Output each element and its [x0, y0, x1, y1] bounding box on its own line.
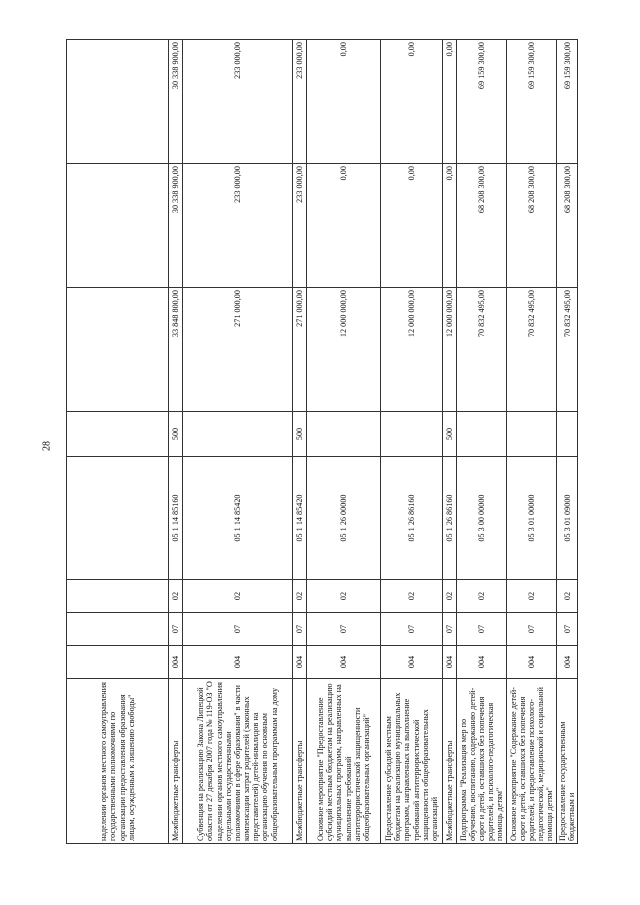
cell-subsection — [67, 580, 169, 613]
cell-amount-3 — [67, 40, 169, 164]
cell-section: 07 — [443, 613, 457, 646]
cell-amount-3: 30 338 900,00 — [169, 40, 183, 164]
cell-name: Межбюджетные трансферты — [169, 679, 183, 844]
cell-expense-type: 500 — [443, 412, 457, 457]
rotated-page-content — [66, 40, 577, 844]
cell-subsection: 02 — [557, 580, 578, 613]
cell-ministry-code: 004 — [293, 646, 307, 679]
table-row — [169, 40, 183, 844]
cell-subsection: 02 — [183, 580, 293, 613]
cell-amount-2: 0,00 — [381, 164, 443, 288]
cell-name: наделении органов местного самоуправления государственными полномочиями по организации предоставления образования лицам, осужденным к лишению свободы" — [67, 679, 169, 844]
cell-amount-3: 0,00 — [443, 40, 457, 164]
cell-ministry-code: 004 — [507, 646, 557, 679]
cell-subsection: 02 — [307, 580, 381, 613]
cell-name: Субвенция на реализацию Закона Липецкой области от 27 декабря 2007 года № 119-ОЗ "О наделении органов местного самоуправления отдельными государственными полномочиями в сфере образования" в части компенсации затрат родителей (законных представителей) детей-инвалидов на организацию обучения по основным общеобразовательным программам на дому — [183, 679, 293, 844]
cell-amount-2: 68 208 300,00 — [557, 164, 578, 288]
cell-amount-3: 69 159 300,00 — [557, 40, 578, 164]
cell-subsection: 02 — [381, 580, 443, 613]
cell-target-article: 05 1 26 86160 — [381, 457, 443, 580]
table-row — [307, 40, 381, 844]
page-number: 28 — [41, 441, 53, 451]
cell-amount-1: 271 000,00 — [183, 288, 293, 412]
table-row — [183, 40, 293, 844]
cell-ministry-code: 004 — [307, 646, 381, 679]
cell-subsection: 02 — [507, 580, 557, 613]
cell-amount-1: 12 000 000,00 — [443, 288, 457, 412]
cell-expense-type — [307, 412, 381, 457]
cell-name: Предоставление государственным бюджетным и — [557, 679, 578, 844]
cell-amount-3: 69 159 300,00 — [457, 40, 507, 164]
cell-amount-3: 0,00 — [381, 40, 443, 164]
cell-amount-2: 68 208 300,00 — [457, 164, 507, 288]
cell-expense-type: 500 — [293, 412, 307, 457]
cell-amount-2: 233 000,00 — [293, 164, 307, 288]
cell-amount-1: 70 832 495,00 — [507, 288, 557, 412]
cell-target-article: 05 1 26 00000 — [307, 457, 381, 580]
table-row — [457, 40, 507, 844]
cell-section: 07 — [307, 613, 381, 646]
cell-ministry-code: 004 — [183, 646, 293, 679]
cell-ministry-code: 004 — [457, 646, 507, 679]
cell-amount-1: 70 832 495,00 — [457, 288, 507, 412]
cell-expense-type — [557, 412, 578, 457]
table-row — [507, 40, 557, 844]
cell-expense-type — [381, 412, 443, 457]
cell-expense-type — [457, 412, 507, 457]
cell-amount-3: 233 000,00 — [183, 40, 293, 164]
cell-amount-2: 233 000,00 — [183, 164, 293, 288]
cell-amount-3: 69 159 300,00 — [507, 40, 557, 164]
cell-subsection: 02 — [293, 580, 307, 613]
table-row — [557, 40, 578, 844]
table-viewport — [66, 40, 577, 844]
cell-name: Предоставление субсидий местным бюджетам на реализацию муниципальных программ, направленных на выполнение требований антитеррористической защищенности общеобразовательных организаций — [381, 679, 443, 844]
budget-table — [66, 39, 578, 844]
table-row — [293, 40, 307, 844]
cell-target-article: 05 1 14 85420 — [183, 457, 293, 580]
cell-amount-2: 68 208 300,00 — [507, 164, 557, 288]
cell-section: 07 — [183, 613, 293, 646]
cell-ministry-code — [67, 646, 169, 679]
cell-subsection: 02 — [457, 580, 507, 613]
cell-amount-1: 33 848 800,00 — [169, 288, 183, 412]
cell-amount-3: 0,00 — [307, 40, 381, 164]
cell-target-article — [67, 457, 169, 580]
cell-section: 07 — [457, 613, 507, 646]
cell-target-article: 05 1 26 86160 — [443, 457, 457, 580]
cell-target-article: 05 1 14 85420 — [293, 457, 307, 580]
cell-ministry-code: 004 — [169, 646, 183, 679]
cell-expense-type: 500 — [169, 412, 183, 457]
cell-amount-2: 0,00 — [443, 164, 457, 288]
cell-ministry-code: 004 — [381, 646, 443, 679]
cell-subsection: 02 — [443, 580, 457, 613]
cell-amount-1: 12 000 000,00 — [307, 288, 381, 412]
cell-target-article: 05 3 01 00000 — [507, 457, 557, 580]
cell-amount-1 — [67, 288, 169, 412]
cell-target-article: 05 3 01 09000 — [557, 457, 578, 580]
table-row — [67, 40, 169, 844]
cell-amount-2: 0,00 — [307, 164, 381, 288]
table-row — [443, 40, 457, 844]
cell-expense-type — [67, 412, 169, 457]
cell-section — [67, 613, 169, 646]
cell-name: Межбюджетные трансферты — [443, 679, 457, 844]
cell-name: Основное мероприятие "Содержание детей-сирот и детей, оставшихся без попечения родителей, и предоставление психолого-педагогической, медицинской и социальной помощи детям" — [507, 679, 557, 844]
cell-name: Основное мероприятие "Предоставление субсидий местным бюджетам на реализацию муниципальных программ, направленных на выполнение требований антитеррористической защищенности общеобразовательных организаций" — [307, 679, 381, 844]
cell-section: 07 — [381, 613, 443, 646]
cell-amount-1: 271 000,00 — [293, 288, 307, 412]
cell-expense-type — [507, 412, 557, 457]
cell-amount-1: 12 000 000,00 — [381, 288, 443, 412]
cell-section: 07 — [557, 613, 578, 646]
cell-amount-2: 30 338 900,00 — [169, 164, 183, 288]
cell-amount-1: 70 832 495,00 — [557, 288, 578, 412]
cell-expense-type — [183, 412, 293, 457]
cell-ministry-code: 004 — [557, 646, 578, 679]
cell-section: 07 — [507, 613, 557, 646]
cell-amount-2 — [67, 164, 169, 288]
cell-section: 07 — [169, 613, 183, 646]
cell-amount-3: 233 000,00 — [293, 40, 307, 164]
cell-name: Межбюджетные трансферты — [293, 679, 307, 844]
cell-name: Подпрограмма "Реализация мер по обучению, воспитанию, содержанию детей-сирот и детей, оставшихся без попечения родителей, и психолого-педагогическая помощь детям" — [457, 679, 507, 844]
table-row — [381, 40, 443, 844]
cell-ministry-code: 004 — [443, 646, 457, 679]
cell-target-article: 05 3 00 00000 — [457, 457, 507, 580]
cell-subsection: 02 — [169, 580, 183, 613]
cell-section: 07 — [293, 613, 307, 646]
cell-target-article: 05 1 14 85160 — [169, 457, 183, 580]
